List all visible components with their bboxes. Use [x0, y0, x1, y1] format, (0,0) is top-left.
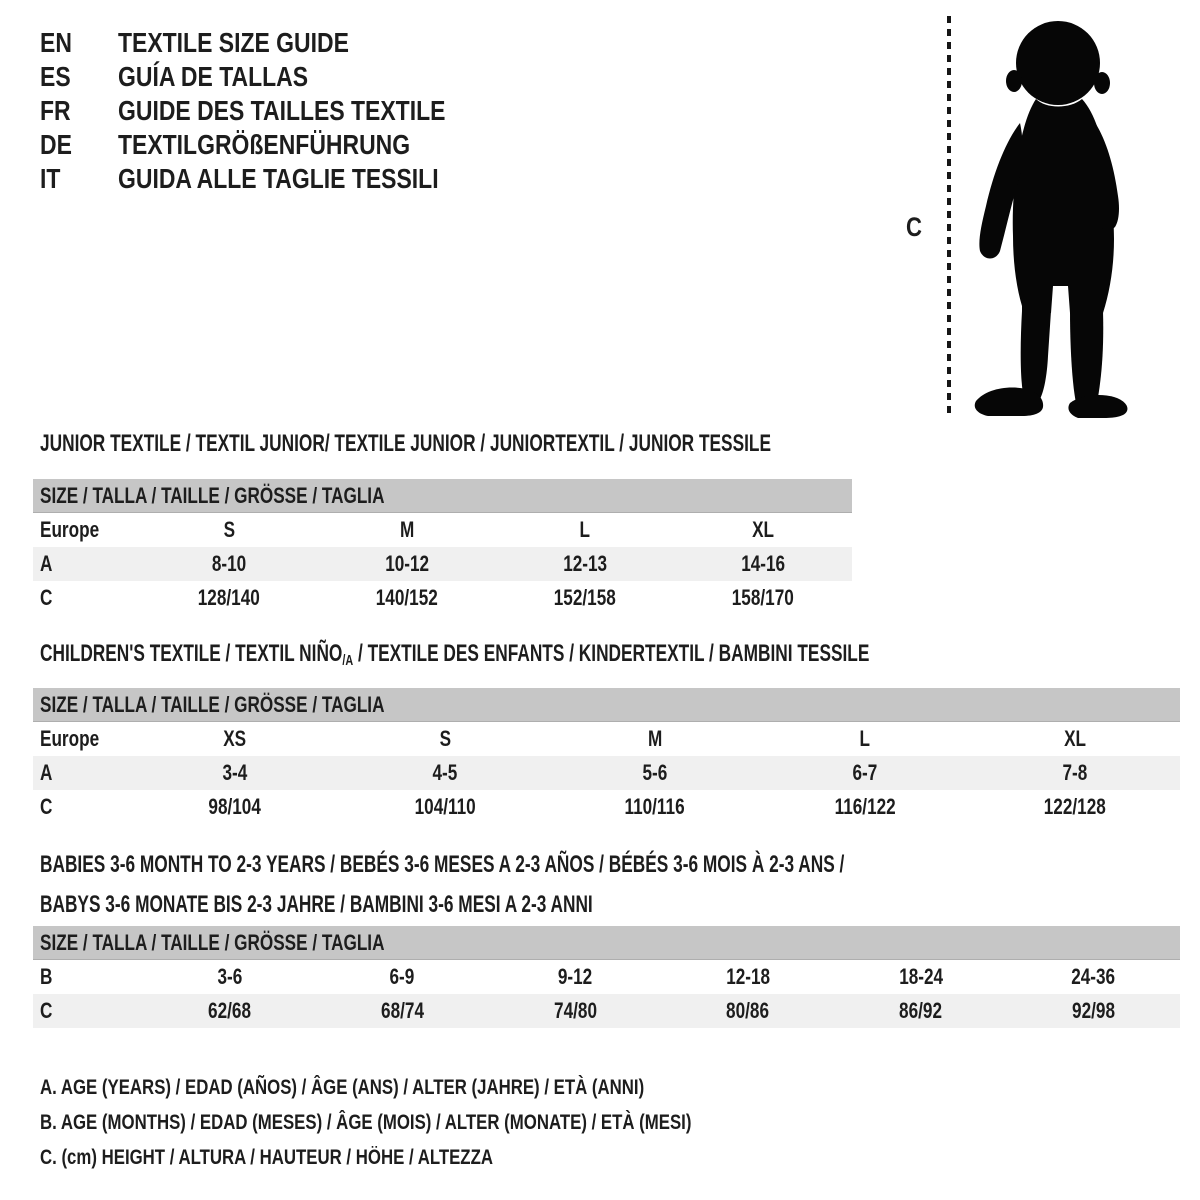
row-label: A [40, 760, 53, 785]
size-cell: S [439, 726, 451, 751]
language-row-de [40, 128, 517, 162]
table-row-age [33, 547, 852, 581]
age-cell: 6-7 [852, 760, 878, 785]
section-title-children: CHILDREN'S TEXTILE / TEXTIL NIÑO/A / TEXTILE DES ENFANTS / KINDERTEXTIL / BAMBINI TESSILE [40, 640, 870, 669]
months-cell: 6-9 [389, 964, 415, 989]
table-row-months [33, 960, 1180, 994]
height-cell: 74/80 [553, 998, 597, 1023]
height-cell: 92/98 [1072, 998, 1116, 1023]
table-header-bar: SIZE / TALLA / TAILLE / GRÖSSE / TAGLIA [33, 688, 1180, 722]
size-cell: L [859, 726, 871, 751]
height-cell: 152/158 [553, 585, 617, 610]
height-cell: 128/140 [197, 585, 261, 610]
table-header-bar: SIZE / TALLA / TAILLE / GRÖSSE / TAGLIA [33, 479, 852, 513]
table-row-europe [33, 513, 852, 547]
height-cell: 110/116 [624, 794, 686, 819]
height-cell: 158/170 [731, 585, 795, 610]
height-cell: 140/152 [375, 585, 439, 610]
table-row-height [33, 581, 852, 615]
height-cell: 80/86 [726, 998, 770, 1023]
legend-line-a: A. AGE (YEARS) / EDAD (AÑOS) / ÂGE (ANS) / ALTER (JAHRE) / ETÀ (ANNI) [40, 1075, 645, 1099]
language-code: FR [40, 95, 71, 126]
row-label: C [40, 585, 53, 610]
language-code: DE [40, 129, 72, 160]
babies-size-table [33, 926, 1180, 1028]
age-cell: 5-6 [642, 760, 668, 785]
height-cell: 116/122 [834, 794, 896, 819]
language-code: IT [40, 163, 61, 194]
toddler-silhouette-icon [958, 10, 1148, 422]
table-row-height [33, 790, 1180, 824]
months-cell: 12-18 [725, 964, 770, 989]
size-cell: XS [223, 726, 247, 751]
months-cell: 9-12 [557, 964, 593, 989]
months-cell: 18-24 [898, 964, 943, 989]
height-measure-line [947, 16, 951, 416]
legend-line-c: C. (cm) HEIGHT / ALTURA / HAUTEUR / HÖHE / ALTEZZA [40, 1145, 493, 1169]
legend-line-b: B. AGE (MONTHS) / EDAD (MESES) / ÂGE (MOIS) / ALTER (MONATE) / ETÀ (MESI) [40, 1110, 692, 1134]
language-row-en [40, 26, 517, 60]
language-code: EN [40, 27, 72, 58]
height-cell: 104/110 [414, 794, 476, 819]
language-row-it [40, 162, 517, 196]
table-header-bar: SIZE / TALLA / TAILLE / GRÖSSE / TAGLIA [33, 926, 1180, 960]
age-cell: 8-10 [211, 551, 247, 576]
language-title: TEXTILGRÖßENFÜHRUNG [118, 129, 411, 160]
age-cell: 10-12 [385, 551, 429, 576]
table-row-age [33, 756, 1180, 790]
language-row-es [40, 60, 517, 94]
size-cell: XL [752, 517, 774, 542]
height-cell: 98/104 [208, 794, 262, 819]
section-title-babies: BABIES 3-6 MONTH TO 2-3 YEARS / BEBÉS 3-6 MESES A 2-3 AÑOS / BÉBÉS 3-6 MOIS À 2-3 ANS / BABYS 3-6 MONATE BIS 2-3 JAHRE / BAMBINI 3-6 MESI A 2-3 ANNI [40, 851, 845, 918]
height-cell: 122/128 [1043, 794, 1107, 819]
language-title: GUIDA ALLE TAGLIE TESSILI [118, 163, 439, 194]
row-label: C [40, 998, 53, 1023]
height-cell: 68/74 [380, 998, 424, 1023]
row-label: Europe [40, 517, 100, 542]
size-cell: M [399, 517, 415, 542]
months-cell: 3-6 [217, 964, 242, 989]
language-code: ES [40, 61, 71, 92]
language-header [40, 26, 517, 196]
row-label: A [40, 551, 53, 576]
language-title: GUIDE DES TAILLES TEXTILE [118, 95, 446, 126]
age-cell: 4-5 [432, 760, 458, 785]
age-cell: 14-16 [741, 551, 785, 576]
months-cell: 24-36 [1071, 964, 1116, 989]
table-row-europe [33, 722, 1180, 756]
row-label: C [40, 794, 53, 819]
age-cell: 7-8 [1062, 760, 1088, 785]
nino-a-subscript: /A [342, 652, 354, 669]
height-cell: 86/92 [899, 998, 943, 1023]
language-title: TEXTILE SIZE GUIDE [118, 27, 349, 58]
size-cell: M [647, 726, 663, 751]
row-label: B [40, 964, 53, 989]
children-size-table [33, 688, 1180, 824]
height-measure-label: C [906, 212, 922, 242]
age-cell: 12-13 [563, 551, 607, 576]
size-cell: S [223, 517, 235, 542]
height-cell: 62/68 [207, 998, 251, 1023]
section-title-junior: JUNIOR TEXTILE / TEXTIL JUNIOR/ TEXTILE JUNIOR / JUNIORTEXTIL / JUNIOR TESSILE [40, 430, 771, 457]
row-label: Europe [40, 726, 100, 751]
legend [40, 1070, 854, 1175]
junior-size-table [33, 479, 852, 615]
language-row-fr [40, 94, 517, 128]
age-cell: 3-4 [222, 760, 248, 785]
size-cell: L [579, 517, 591, 542]
language-title: GUÍA DE TALLAS [118, 61, 309, 92]
size-cell: XL [1064, 726, 1086, 751]
table-row-height [33, 994, 1180, 1028]
